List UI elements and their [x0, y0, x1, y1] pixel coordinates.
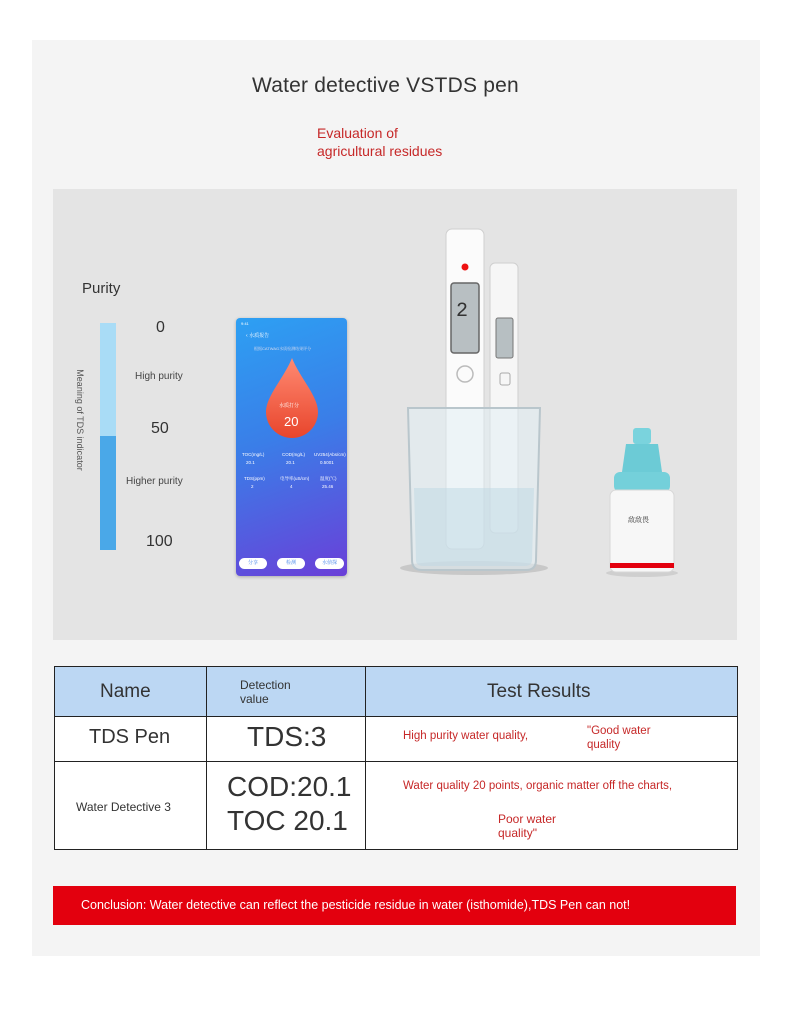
- bottle-label: 敌敌畏: [628, 516, 649, 524]
- table-border: [54, 666, 738, 667]
- row-tds-pen-result: High purity water quality,: [403, 730, 529, 742]
- phone-subtitle: 根据CATWAG水质检测结果评分: [254, 346, 312, 351]
- page-title: Water detective VSTDS pen: [252, 74, 519, 97]
- metric-value: 0.5001: [320, 460, 334, 465]
- pesticide-bottle-image: [602, 426, 682, 578]
- table-border: [54, 716, 738, 717]
- svg-text:2: 2: [456, 300, 469, 323]
- phone-app-screenshot: [236, 318, 347, 576]
- table-header-row: [54, 666, 738, 716]
- score-label: 水质打分: [279, 403, 300, 409]
- row-water-detective-quality: [498, 812, 588, 840]
- metric-value: 25.46: [322, 484, 334, 489]
- share-button[interactable]: 分享: [239, 558, 267, 569]
- metric-label: TDS(ppm): [244, 476, 265, 481]
- phone-header: ‹ 水质报告: [246, 333, 270, 339]
- metric-label: 温度(℃): [320, 476, 337, 481]
- row-water-detective-result: Water quality 20 points, organic matter off the charts,: [403, 780, 673, 792]
- header-test-results: Test Results: [487, 681, 591, 702]
- page-subtitle: [317, 124, 442, 160]
- water-detective-button[interactable]: 水侦探: [315, 558, 344, 569]
- quality-line-2: quality": [498, 826, 537, 840]
- metric-value: 20.1: [246, 460, 255, 465]
- table-border: [365, 666, 366, 850]
- quality-line-1: "Good water: [587, 725, 651, 737]
- phone-status-bar: 9:41: [241, 321, 249, 326]
- metric-label: UV254(Abs/cm): [314, 452, 346, 457]
- metric-label: TOC(mg/L): [242, 452, 265, 457]
- note-higher-purity: Higher purity: [126, 476, 183, 487]
- row-water-detective-toc: TOC 20.1: [227, 805, 348, 836]
- row-water-detective-name: Water Detective 3: [76, 800, 171, 814]
- tds-indicator-label: Meaning of TDS indicator: [75, 369, 85, 471]
- header-name: Name: [100, 681, 151, 702]
- metric-value: 4: [290, 484, 293, 489]
- table-border: [54, 666, 55, 850]
- row-water-detective-cod: COD:20.1: [227, 771, 352, 802]
- metric-label: COD(mg/L): [282, 452, 306, 457]
- metric-value: 2: [251, 484, 254, 489]
- subtitle-line-2: agricultural residues: [317, 143, 443, 159]
- detect-button[interactable]: 检测: [277, 558, 305, 569]
- table-border: [54, 849, 738, 850]
- conclusion-banner: Conclusion: Water detective can reflect the pesticide residue in water (isthomide),TDS Pen can not!: [53, 886, 736, 925]
- tds-pens-in-beaker-image: [398, 226, 550, 578]
- table-border: [54, 761, 738, 762]
- header-detection-line-2: value: [240, 692, 269, 706]
- row-tds-pen-name: TDS Pen: [89, 726, 171, 748]
- row-tds-pen-value: TDS:3: [247, 721, 327, 752]
- purity-label: Purity: [82, 280, 121, 297]
- scale-50: 50: [151, 420, 169, 437]
- table-border: [737, 666, 738, 850]
- quality-line-1: Poor water: [498, 812, 557, 826]
- purity-bar-high: [100, 323, 116, 436]
- metric-label: 电导率(uS/cm): [280, 476, 310, 481]
- header-detection-line-1: Detection: [240, 678, 291, 692]
- quality-line-2: quality: [587, 739, 621, 751]
- scale-0: 0: [156, 319, 165, 336]
- purity-bar-higher: [100, 436, 116, 550]
- table-border: [206, 666, 207, 850]
- metric-value: 20.1: [286, 460, 295, 465]
- note-high-purity: High purity: [135, 371, 183, 382]
- scale-100: 100: [146, 533, 173, 550]
- subtitle-line-1: Evaluation of: [317, 125, 398, 141]
- header-detection-value: [240, 678, 291, 706]
- score-value: 20: [284, 414, 299, 429]
- row-tds-pen-quality: [587, 724, 677, 752]
